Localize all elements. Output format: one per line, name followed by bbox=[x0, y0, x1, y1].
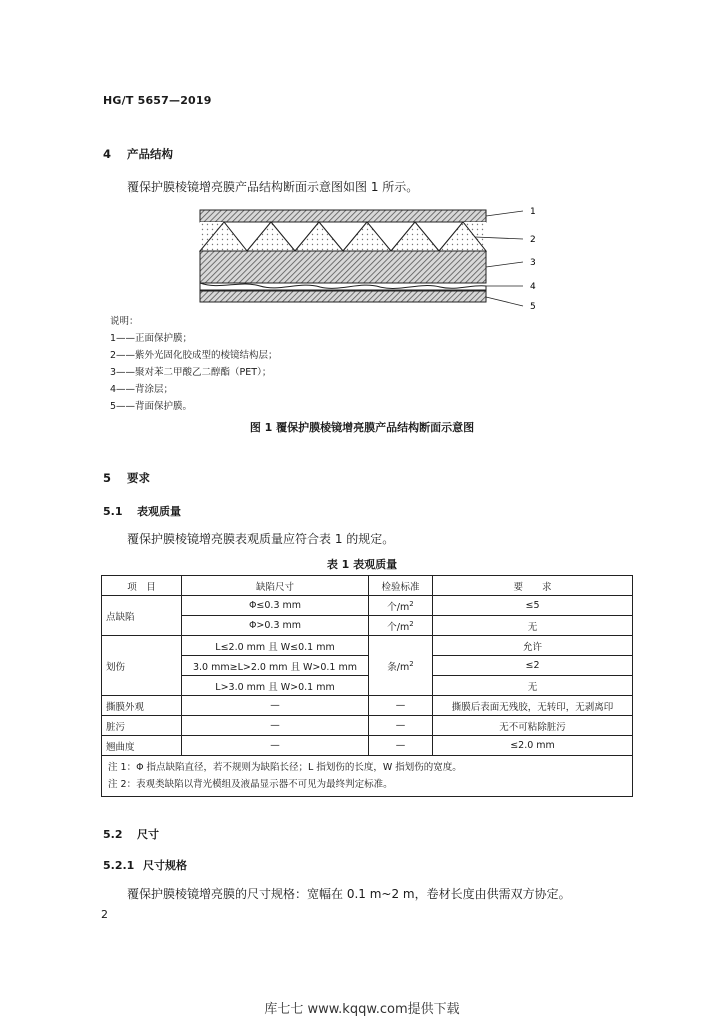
defect-size: — bbox=[182, 696, 369, 716]
table-note-2: 注 2：表观类缺陷以背光模组及液晶显示器不可见为最终判定标准。 bbox=[108, 779, 393, 790]
item-dirt: 脏污 bbox=[102, 716, 182, 736]
legend-item: 5——背面保护膜。 bbox=[110, 401, 193, 412]
table-notes bbox=[102, 756, 633, 797]
requirement: 撕膜后表面无残胶，无转印，无剥离印 bbox=[433, 696, 633, 716]
section-5-1-title: 表观质量 bbox=[137, 505, 181, 518]
header-requirement: 要 求 bbox=[433, 576, 633, 596]
table-row bbox=[102, 656, 633, 676]
table-note-1: 注 1：Φ 指点缺陷直径，若不规则为缺陷长径；L 指划伤的长度，W 指划伤的宽度。 bbox=[108, 762, 462, 773]
requirement: ≤2.0 mm bbox=[433, 736, 633, 756]
figure-caption: 图 1 覆保护膜棱镜增亮膜产品结构断面示意图 bbox=[249, 421, 475, 434]
legend-item: 2——紫外光固化胶成型的棱镜结构层； bbox=[110, 350, 278, 361]
section-5-2-1-title: 尺寸规格 bbox=[143, 859, 187, 872]
section-5-number: 5 bbox=[103, 471, 112, 485]
section-5-1-heading bbox=[103, 503, 181, 519]
page-number: 2 bbox=[101, 908, 108, 921]
table-row bbox=[102, 696, 633, 716]
section-5-2-title: 尺寸 bbox=[137, 828, 159, 841]
item-scratch: 划伤 bbox=[102, 636, 182, 696]
table-row bbox=[102, 596, 633, 616]
product-structure-figure bbox=[195, 202, 555, 317]
requirement: 无 bbox=[433, 616, 633, 636]
section-4-intro: 覆保护膜棱镜增亮膜产品结构断面示意图如图 1 所示。 bbox=[127, 180, 419, 194]
inspection-standard: — bbox=[369, 716, 433, 736]
defect-size: Φ>0.3 mm bbox=[182, 616, 369, 636]
defect-size: L>3.0 mm 且 W>0.1 mm bbox=[182, 676, 369, 696]
item-warpage: 翘曲度 bbox=[102, 736, 182, 756]
figure-label-4: 4 bbox=[530, 282, 536, 292]
download-footer: 库七七 www.kqqw.com提供下载 bbox=[264, 1002, 460, 1017]
inspection-standard: — bbox=[369, 736, 433, 756]
section-5-2-1-number: 5.2.1 bbox=[103, 859, 135, 872]
appearance-quality-table bbox=[101, 575, 633, 797]
figure-label-2: 2 bbox=[530, 235, 536, 245]
table-row bbox=[102, 616, 633, 636]
figure-label-5: 5 bbox=[530, 302, 536, 312]
table-row bbox=[102, 636, 633, 656]
item-peel-appearance: 撕膜外观 bbox=[102, 696, 182, 716]
defect-size: — bbox=[182, 736, 369, 756]
defect-size: Φ≤0.3 mm bbox=[182, 596, 369, 616]
section-4-number: 4 bbox=[103, 147, 112, 161]
figure-label-1: 1 bbox=[530, 207, 536, 217]
requirement: ≤5 bbox=[433, 596, 633, 616]
section-5-1-number: 5.1 bbox=[103, 505, 123, 518]
inspection-standard: 条$/m^2$ bbox=[369, 636, 433, 696]
back-protective-film-layer bbox=[200, 291, 486, 302]
item-point-defect: 点缺陷 bbox=[102, 596, 182, 636]
figure-label-3: 3 bbox=[530, 258, 536, 268]
section-5-2-number: 5.2 bbox=[103, 828, 123, 841]
legend-item: 3——聚对苯二甲酸乙二醇酯（PET）； bbox=[110, 367, 272, 378]
front-protective-film-layer bbox=[200, 210, 486, 222]
figure-legend bbox=[110, 313, 278, 415]
table-row bbox=[102, 736, 633, 756]
legend-title: 说明： bbox=[110, 316, 139, 327]
header-inspection-standard: 检验标准 bbox=[369, 576, 433, 596]
inspection-standard: 个$/m^2$ bbox=[369, 596, 433, 616]
section-5-2-heading bbox=[103, 826, 159, 842]
section-5-2-1-text: 覆保护膜棱镜增亮膜的尺寸规格：宽幅在 0.1 m~2 m，卷材长度由供需双方协定。 bbox=[127, 887, 571, 901]
section-4-title: 产品结构 bbox=[127, 147, 173, 161]
section-5-title: 要求 bbox=[127, 471, 150, 485]
section-4-heading bbox=[103, 146, 173, 162]
pet-substrate-layer bbox=[200, 251, 486, 283]
legend-item: 4——背涂层； bbox=[110, 384, 174, 395]
section-5-1-intro: 覆保护膜棱镜增亮膜表观质量应符合表 1 的规定。 bbox=[127, 532, 395, 546]
defect-size: L≤2.0 mm 且 W≤0.1 mm bbox=[182, 636, 369, 656]
legend-item: 1——正面保护膜； bbox=[110, 333, 193, 344]
header-defect-size: 缺陷尺寸 bbox=[182, 576, 369, 596]
header-item: 项 目 bbox=[102, 576, 182, 596]
section-5-heading bbox=[103, 470, 150, 486]
inspection-standard: — bbox=[369, 696, 433, 716]
table-row bbox=[102, 676, 633, 696]
requirement: ≤2 bbox=[433, 656, 633, 676]
defect-size: 3.0 mm≥L>2.0 mm 且 W>0.1 mm bbox=[182, 656, 369, 676]
table-row bbox=[102, 716, 633, 736]
requirement: 无不可粘除脏污 bbox=[433, 716, 633, 736]
requirement: 允许 bbox=[433, 636, 633, 656]
standard-code-header: HG/T 5657—2019 bbox=[103, 94, 212, 107]
back-coating-layer bbox=[200, 283, 486, 290]
table-header-row bbox=[102, 576, 633, 596]
requirement: 无 bbox=[433, 676, 633, 696]
section-5-2-1-heading bbox=[103, 857, 187, 873]
table-1-title: 表 1 表观质量 bbox=[326, 558, 398, 571]
inspection-standard: 个$/m^2$ bbox=[369, 616, 433, 636]
defect-size: — bbox=[182, 716, 369, 736]
table-notes-row bbox=[102, 756, 633, 797]
